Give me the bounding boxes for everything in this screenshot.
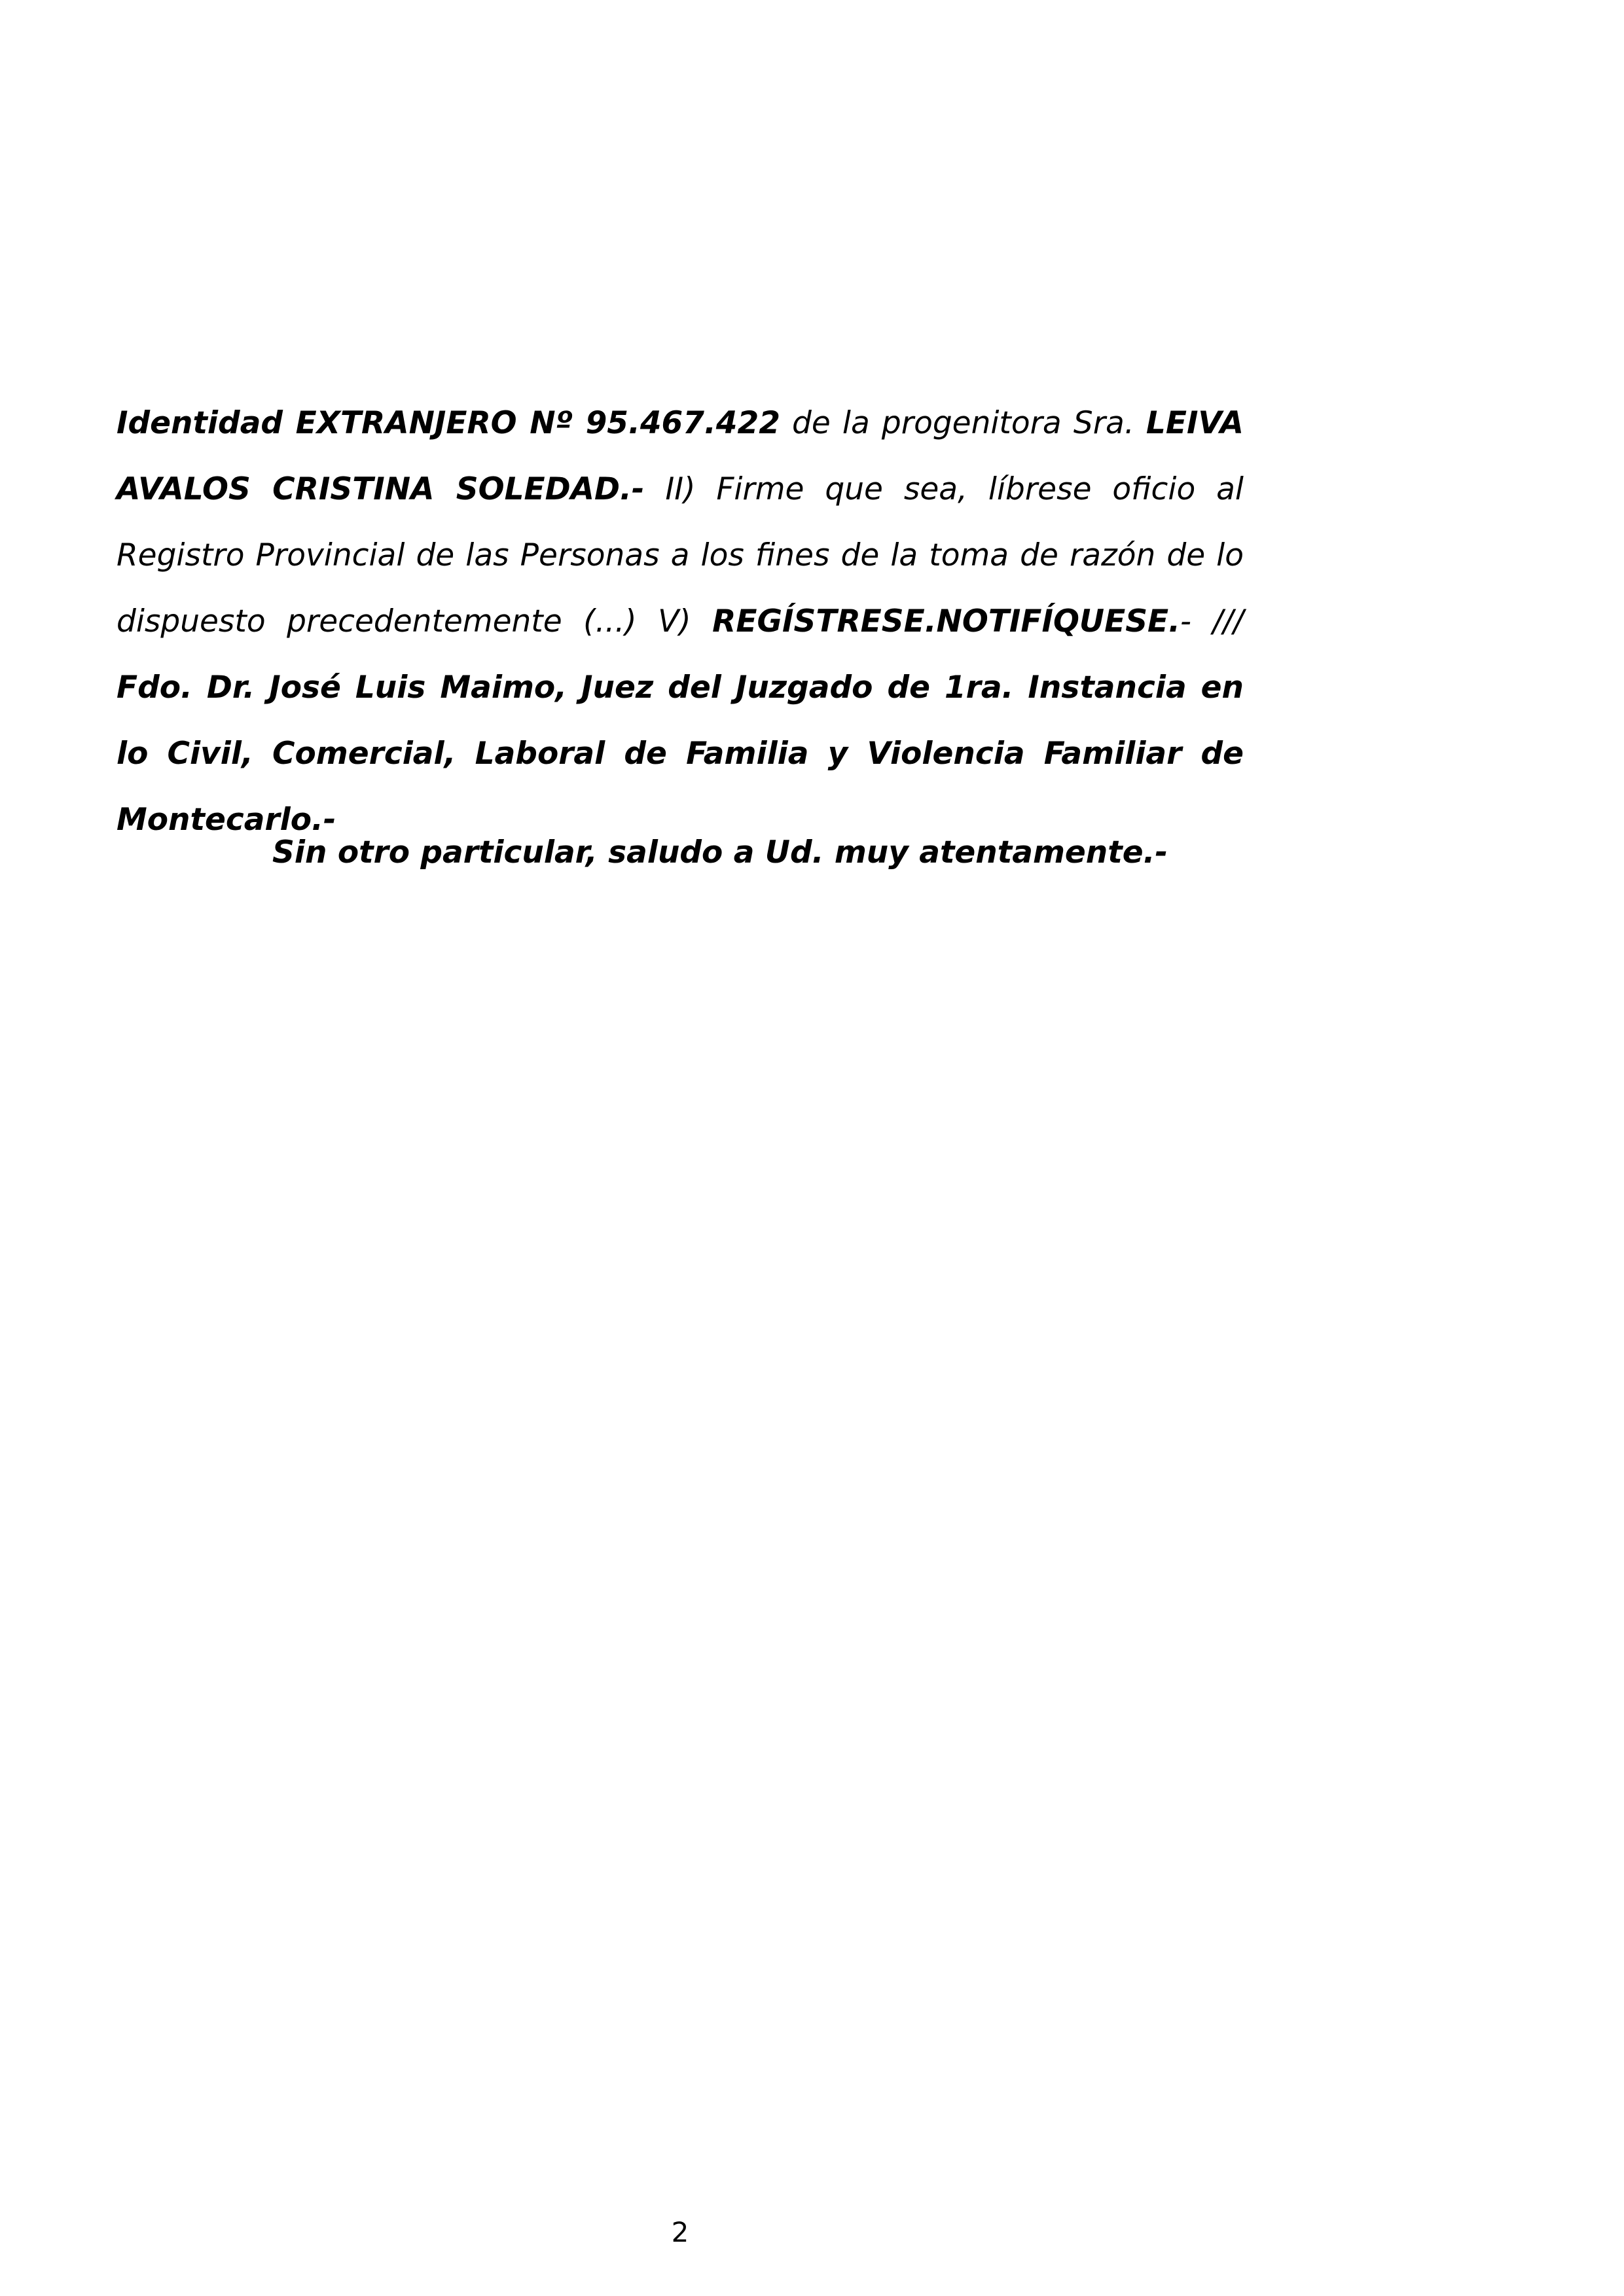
- mother-name-text: LEIVA AVALOS CRISTINA SOLEDAD.-: [117, 405, 1244, 507]
- identity-number-text: Identidad EXTRANJERO Nº 95.467.422: [117, 405, 780, 441]
- register-notify-text: REGÍSTRESE.NOTIFÍQUESE.: [712, 603, 1181, 639]
- separator-text: - ///: [1180, 603, 1244, 639]
- signature-text: Fdo. Dr. José Luis Maimo, Juez del Juzgado de 1ra. Instancia en lo Civil, Comercial, Laboral de Familia y Violencia Familiar de Montecarlo.-: [117, 670, 1244, 838]
- mother-intro-text: de la progenitora Sra.: [780, 405, 1146, 441]
- order-text: II) Firme que sea, líbrese oficio al Registro Provincial de las Personas a los fines de la toma de razón de lo dispuesto precedentemente (...) V): [117, 471, 1244, 639]
- body-paragraph: [117, 390, 1244, 853]
- page-number: 2: [671, 2216, 689, 2248]
- closing-line: Sin otro particular, saludo a Ud. muy atentamente.-: [272, 834, 1168, 870]
